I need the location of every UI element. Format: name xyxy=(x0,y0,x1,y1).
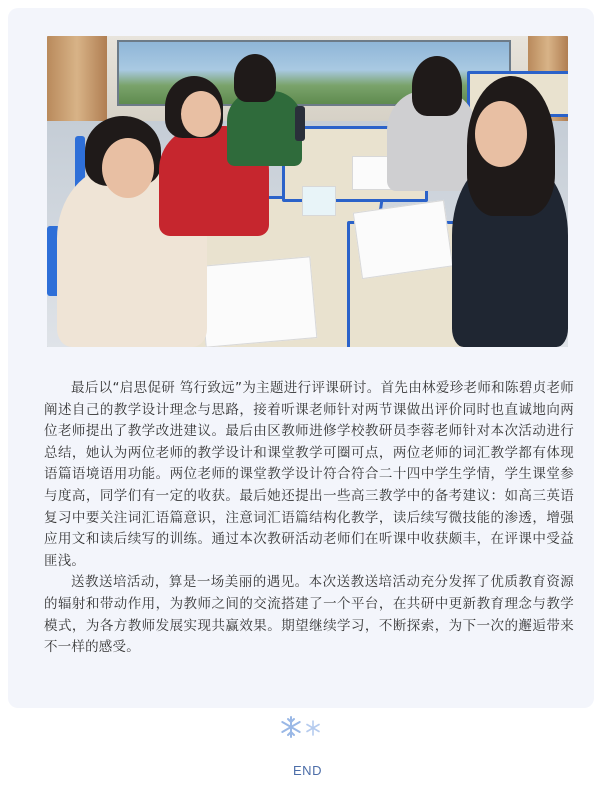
end-label: END xyxy=(293,763,322,778)
paragraph: 最后以“启思促研 笃行致远”为主题进行评课研讨。首先由林爱珍老师和陈碧贞老师阐述自己的教学设计理念与思路，接着听课老师针对两节课做出评价同时也直诚地向两位老师提出了教学改进建议。最后由区教师进修学校教研员李蓉老师针对本次活动进行总结，她认为两位老师的教学设计和课堂教学可圈可点，两位老师的词汇教学都有体现语篇语境语用功能。两位老师的课堂教学设计符合符合二十四中学生学情，学生课堂参与度高，同学们有一定的收获。最后她还提出一些高三教学中的备考建议：如高三英语复习中要关注词汇语篇意识，注意词汇语篇结构化教学，读后续写微技能的渗透，增强应用文和读后续写的训练。通过本次教研活动老师们在听课中收获颇丰，在评课中受益匪浅。 xyxy=(44,380,574,569)
photo-hair xyxy=(234,54,276,102)
photo-face xyxy=(102,138,154,198)
paragraph: 送教送培活动，算是一场美丽的遇见。本次送教送培活动充分发挥了优质教育资源的辐射和带动作用，为教师之间的交流搭建了一个平台，在共研中更新教育理念与教学模式，为各方教师发展实现共赢效果。期望继续学习，不断探索，为下一次的邂逅带来不一样的感受。 xyxy=(44,574,574,656)
classroom-photo xyxy=(47,36,568,347)
photo-face xyxy=(475,101,527,167)
photo-paper xyxy=(353,200,453,279)
snowflake-icon xyxy=(307,721,319,735)
snowflake-divider xyxy=(279,715,339,739)
photo-bottle xyxy=(295,106,305,141)
article-body xyxy=(44,378,574,659)
photo-tissue-box xyxy=(302,186,336,216)
photo-hair xyxy=(412,56,462,116)
photo-person xyxy=(227,91,302,166)
snowflake-icon xyxy=(282,717,299,737)
article-card xyxy=(8,8,594,708)
photo-face xyxy=(181,91,221,137)
photo-paper xyxy=(199,256,318,347)
